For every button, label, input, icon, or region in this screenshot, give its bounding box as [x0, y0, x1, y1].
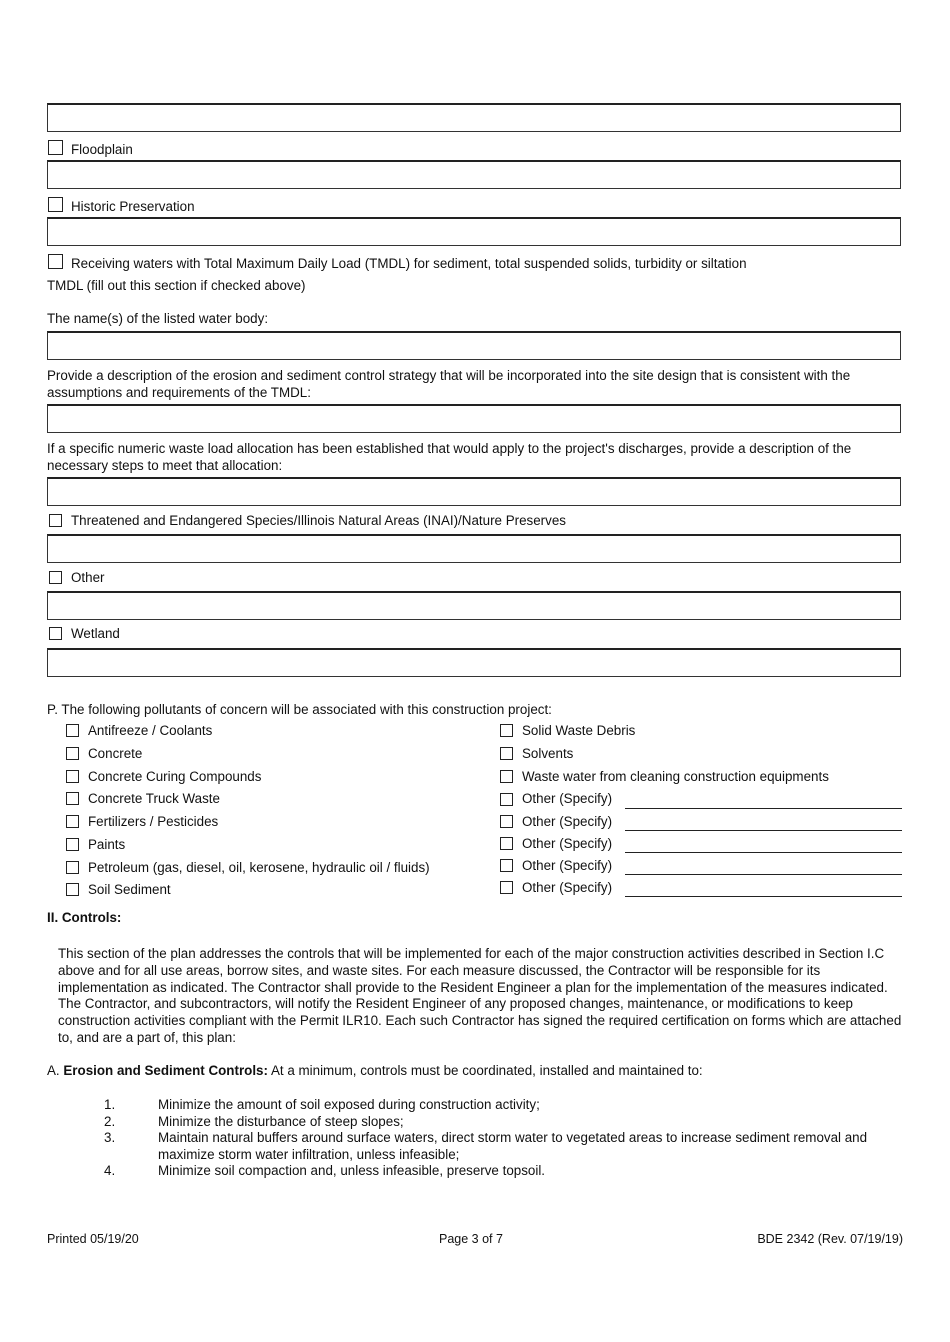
- controls-heading: II. Controls:: [47, 910, 122, 925]
- other-specify-input-5[interactable]: [625, 896, 902, 897]
- pollutant-label-left-6: Paints: [88, 837, 126, 852]
- description-text-box-1[interactable]: [47, 103, 901, 132]
- other-specify-checkbox-1[interactable]: [500, 793, 513, 806]
- erosion-controls-intro: [47, 1063, 903, 1080]
- other-specify-label-2: Other (Specify): [522, 814, 613, 829]
- footer-form-id: BDE 2342 (Rev. 07/19/19): [757, 1232, 903, 1246]
- wetland-checkbox[interactable]: [49, 627, 62, 640]
- tmdl-label: Receiving waters with Total Maximum Daily Load (TMDL) for sediment, total suspended solids, turbidity or siltation: [71, 256, 747, 271]
- strategy-text-box[interactable]: [47, 404, 901, 433]
- floodplain-text-box[interactable]: [47, 160, 901, 189]
- list-item-text-3: Maintain natural buffers around surface waters, direct storm water to vegetated areas to increase sediment removal and maximize storm water infiltration, unless infeasible;: [158, 1130, 868, 1162]
- list-item-number-4: 4.: [104, 1163, 116, 1178]
- floodplain-checkbox[interactable]: [48, 140, 63, 155]
- water-body-question: The name(s) of the listed water body:: [47, 311, 269, 326]
- list-item-number-1: 1.: [104, 1097, 116, 1112]
- pollutant-checkbox-left-5[interactable]: [66, 815, 79, 828]
- other-specify-checkbox-2[interactable]: [500, 815, 513, 828]
- other-specify-input-3[interactable]: [625, 852, 902, 853]
- other-checkbox[interactable]: [49, 571, 62, 584]
- other-specify-label-3: Other (Specify): [522, 836, 613, 851]
- allocation-text-box[interactable]: [47, 477, 901, 506]
- water-body-text-box[interactable]: [47, 331, 901, 360]
- species-text-box[interactable]: [47, 534, 901, 563]
- other-specify-input-1[interactable]: [625, 808, 902, 809]
- other-specify-input-4[interactable]: [625, 874, 902, 875]
- other-specify-checkbox-5[interactable]: [500, 881, 513, 894]
- pollutant-checkbox-right-2[interactable]: [500, 747, 513, 760]
- erosion-controls-text: At a minimum, controls must be coordinated, installed and maintained to:: [267, 1063, 703, 1078]
- controls-intro-paragraph: This section of the plan addresses the controls that will be implemented for each of the major construction activities described in Section I.C above and for all use areas, borrow sites, and waste sites. For each measure discussed, the Contractor will be responsible for its implementation as indicated. The Contractor shall provide to the Resident Engineer a plan for the implementation of the measures indicated. The Contractor, and subcontractors, will notify the Resident Engineer of any proposed changes, maintenance, or modifications to keep construction activities compliant with the Permit ILR10. Each such Contractor has signed the required certification on forms which are attached to, and are a part of, this plan:: [58, 946, 902, 1045]
- pollutant-checkbox-left-2[interactable]: [66, 747, 79, 760]
- pollutant-label-left-7: Petroleum (gas, diesel, oil, kerosene, hydraulic oil / fluids): [88, 860, 430, 875]
- list-item-text-1: Minimize the amount of soil exposed during construction activity;: [158, 1097, 540, 1112]
- pollutant-checkbox-left-7[interactable]: [66, 861, 79, 874]
- pollutants-heading: P. The following pollutants of concern will be associated with this construction project:: [47, 702, 552, 717]
- pollutant-label-left-2: Concrete: [88, 746, 143, 761]
- list-item-number-3: 3.: [104, 1130, 116, 1145]
- other-specify-checkbox-3[interactable]: [500, 837, 513, 850]
- wetland-label: Wetland: [71, 626, 120, 641]
- list-item-number-2: 2.: [104, 1114, 116, 1129]
- pollutant-checkbox-left-4[interactable]: [66, 792, 79, 805]
- other-specify-label-1: Other (Specify): [522, 791, 613, 806]
- pollutant-checkbox-right-1[interactable]: [500, 724, 513, 737]
- other-specify-input-2[interactable]: [625, 830, 902, 831]
- pollutant-label-right-1: Solid Waste Debris: [522, 723, 636, 738]
- historic-preservation-checkbox[interactable]: [48, 197, 63, 212]
- pollutant-checkbox-left-3[interactable]: [66, 770, 79, 783]
- erosion-prefix: A.: [47, 1063, 64, 1078]
- pollutant-checkbox-right-3[interactable]: [500, 770, 513, 783]
- tmdl-note: TMDL (fill out this section if checked above): [47, 278, 306, 293]
- erosion-controls-title: Erosion and Sediment Controls:: [63, 1063, 268, 1078]
- footer-page-number: Page 3 of 7: [439, 1232, 503, 1246]
- pollutant-checkbox-left-6[interactable]: [66, 838, 79, 851]
- pollutant-label-left-4: Concrete Truck Waste: [88, 791, 220, 806]
- other-specify-checkbox-4[interactable]: [500, 859, 513, 872]
- pollutant-label-right-2: Solvents: [522, 746, 574, 761]
- wetland-text-box[interactable]: [47, 648, 901, 677]
- pollutant-checkbox-left-1[interactable]: [66, 724, 79, 737]
- pollutant-label-left-5: Fertilizers / Pesticides: [88, 814, 219, 829]
- allocation-question: If a specific numeric waste load allocation has been established that would apply to the project's discharges, provide a description of the necessary steps to meet that allocation:: [47, 441, 852, 473]
- other-label: Other: [71, 570, 105, 585]
- species-checkbox[interactable]: [49, 514, 62, 527]
- other-specify-label-5: Other (Specify): [522, 880, 613, 895]
- list-item-text-4: Minimize soil compaction and, unless infeasible, preserve topsoil.: [158, 1163, 546, 1178]
- pollutant-checkbox-left-8[interactable]: [66, 883, 79, 896]
- pollutant-label-left-1: Antifreeze / Coolants: [88, 723, 213, 738]
- pollutant-label-left-3: Concrete Curing Compounds: [88, 769, 262, 784]
- pollutant-label-right-3: Waste water from cleaning construction equipments: [522, 769, 829, 784]
- other-specify-label-4: Other (Specify): [522, 858, 613, 873]
- pollutant-label-left-8: Soil Sediment: [88, 882, 171, 897]
- historic-preservation-text-box[interactable]: [47, 217, 901, 246]
- other-text-box[interactable]: [47, 591, 901, 620]
- list-item-text-2: Minimize the disturbance of steep slopes;: [158, 1114, 404, 1129]
- strategy-question: Provide a description of the erosion and sediment control strategy that will be incorporated into the site design that is consistent with the assumptions and requirements of the TMDL:: [47, 368, 851, 400]
- historic-preservation-label: Historic Preservation: [71, 199, 195, 214]
- tmdl-checkbox[interactable]: [48, 254, 63, 269]
- footer-printed-date: Printed 05/19/20: [47, 1232, 139, 1246]
- species-label: Threatened and Endangered Species/Illinois Natural Areas (INAI)/Nature Preserves: [71, 513, 566, 528]
- floodplain-label: Floodplain: [71, 142, 133, 157]
